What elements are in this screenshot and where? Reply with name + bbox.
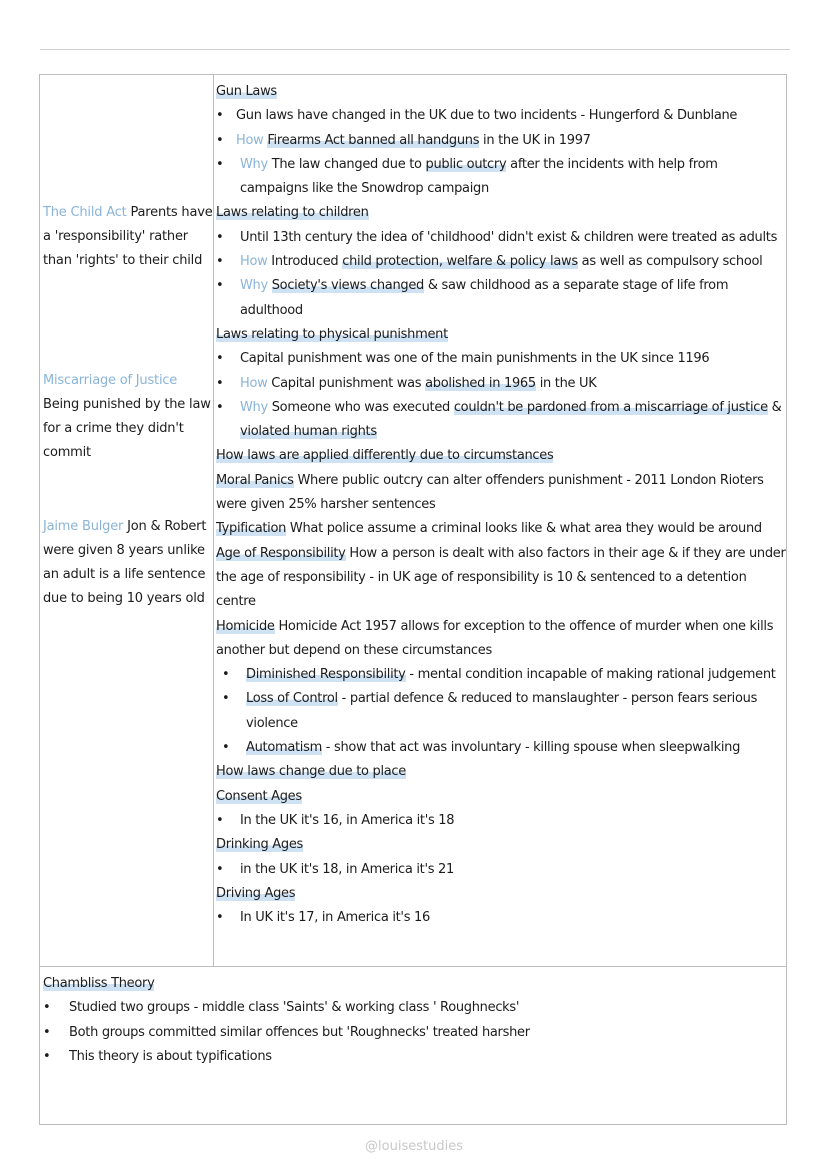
side-note-text: Jon & Robert were given 8 years unlike an adult is a life sentence due to being 10 years old <box>43 519 207 606</box>
side-note-text: Being punished by the law for a crime they didn't commit <box>43 397 211 460</box>
list-item: • In the UK it's 16, in America it's 18 <box>216 812 455 828</box>
subheading-consent: Consent Ages <box>216 788 302 804</box>
footer-divider <box>39 966 787 967</box>
list-item: • Automatism - show that act was involuntary - killing spouse when sleepwalking <box>222 740 741 756</box>
list-item: • Loss of Control - partial defence & reduced to manslaughter - person fears serious violence <box>222 691 758 731</box>
list-item: • Until 13th century the idea of 'childhood' didn't exist & children were treated as adults <box>216 229 778 245</box>
list-item: • This theory is about typifications <box>43 1048 272 1064</box>
subheading-drinking: Drinking Ages <box>216 837 303 853</box>
list-item: • Both groups committed similar offences but 'Roughnecks' treated harsher <box>43 1024 530 1040</box>
list-item: • How Firearms Act banned all handguns in the UK in 1997 <box>216 132 591 148</box>
list-item: • Diminished Responsibility - mental condition incapable of making rational judgement <box>222 667 776 683</box>
list-item: • Studied two groups - middle class 'Saints' & working class ' Roughnecks' <box>43 1000 520 1016</box>
side-note-child-act <box>43 201 213 273</box>
heading-chambliss: Chambliss Theory <box>43 976 155 991</box>
heading-circumstances: How laws are applied differently due to circumstances <box>216 448 554 464</box>
list-item: • Why Someone who was executed couldn't be pardoned from a miscarriage of justice & violated human rights <box>216 399 782 440</box>
list-item: • Why The law changed due to public outcry after the incidents with help from campaigns like the Snowdrop campaign <box>216 156 718 197</box>
list-item: • Why Society's views changed & saw childhood as a separate stage of life from adulthood <box>216 278 729 318</box>
list-item: • In UK it's 17, in America it's 16 <box>216 910 430 926</box>
side-note-term: Miscarriage of Justice <box>43 373 178 388</box>
side-note-text: Parents have a 'responsibility' rather than 'rights' to their child <box>43 205 213 268</box>
subheading-driving: Driving Ages <box>216 885 296 901</box>
chambliss-section <box>43 972 783 1069</box>
heading-gun-laws: Gun Laws <box>216 84 277 99</box>
heading-children-laws: Laws relating to children <box>216 205 369 221</box>
list-item: • in the UK it's 18, in America it's 21 <box>216 861 454 877</box>
heading-place-laws: How laws change due to place <box>216 764 406 780</box>
heading-punishment-laws: Laws relating to physical punishment <box>216 326 448 342</box>
column-divider <box>213 74 214 967</box>
side-note-jaime-bulger <box>43 515 213 611</box>
side-note-term: The Child Act <box>43 205 127 220</box>
typification-note: Typification What police assume a criminal looks like & what area they would be around <box>216 521 762 537</box>
top-rule <box>40 49 790 50</box>
list-item: • Gun laws have changed in the UK due to two incidents - Hungerford & Dunblane <box>216 108 738 124</box>
homicide-note: Homicide Homicide Act 1957 allows for exception to the offence of murder when one kills another but depend on these circumstances <box>216 618 774 658</box>
side-note-term: Jaime Bulger <box>43 519 124 534</box>
main-notes <box>216 80 788 930</box>
age-responsibility-note: Age of Responsibility How a person is dealt with also factors in their age & if they are under the age of responsibility - in UK age of responsibility is 10 & sentenced to a detention centre <box>216 545 786 610</box>
moral-panics-note: Moral Panics Where public outcry can alter offenders punishment - 2011 London Rioters were given 25% harsher sentences <box>216 472 764 513</box>
list-item: • Capital punishment was one of the main punishments in the UK since 1196 <box>216 351 710 367</box>
watermark: @louisestudies <box>365 1139 463 1154</box>
side-note-miscarriage <box>43 369 213 465</box>
list-item: • How Introduced child protection, welfare & policy laws as well as compulsory school <box>216 254 763 270</box>
list-item: • How Capital punishment was abolished in 1965 in the UK <box>216 375 597 391</box>
